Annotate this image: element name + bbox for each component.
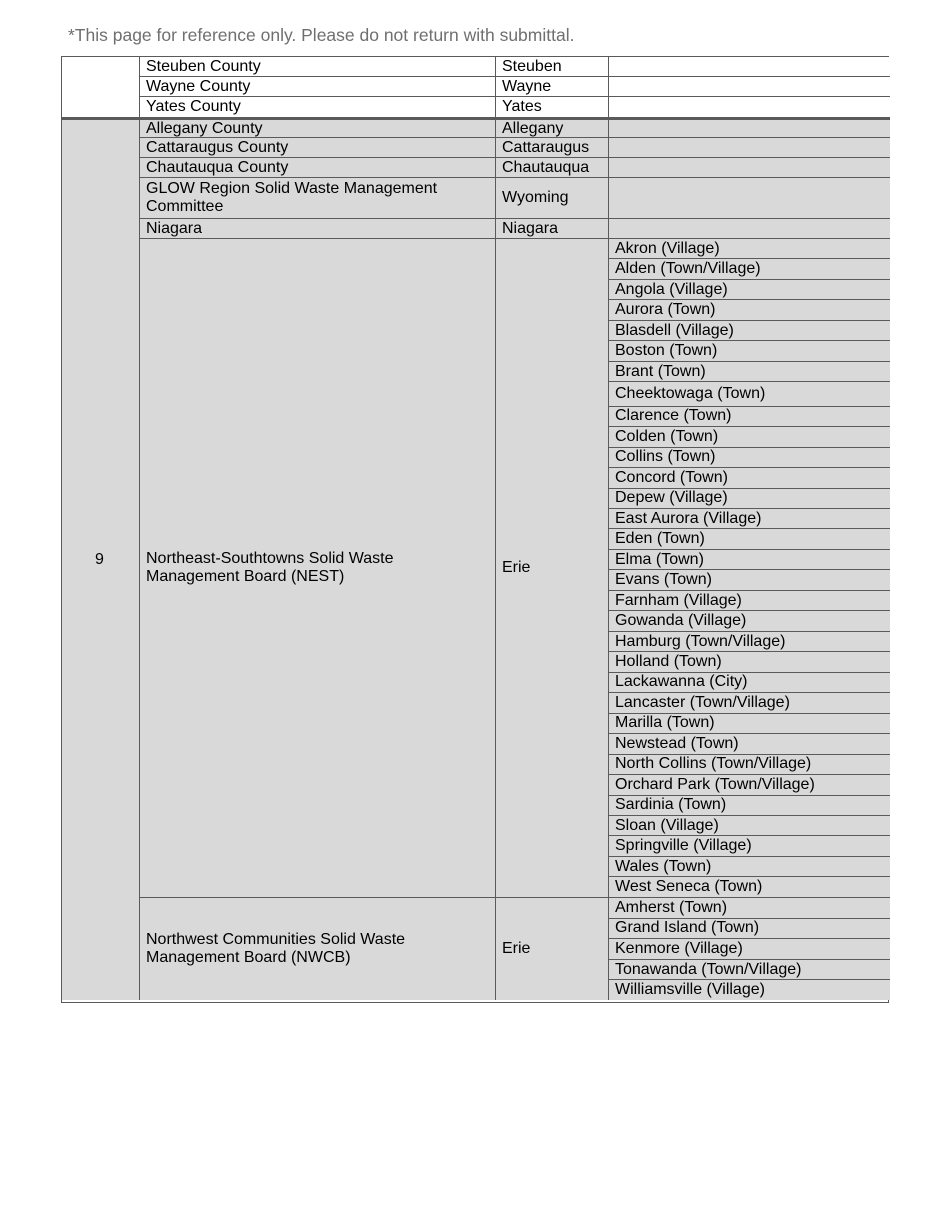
municipality-item: Lackawanna (City) [609, 673, 890, 693]
municipality-item: Eden (Town) [609, 529, 890, 549]
municipality-item: Holland (Town) [609, 652, 890, 672]
nwcb-member-list [609, 898, 890, 1000]
nest-member-list [609, 239, 890, 898]
municipality-item: Newstead (Town) [609, 734, 890, 754]
municipality-item: Aurora (Town) [609, 300, 890, 320]
municipality-item: Alden (Town/Village) [609, 259, 890, 279]
member-cell [609, 97, 890, 118]
municipality-item: Evans (Town) [609, 570, 890, 590]
member-cell [609, 77, 890, 97]
municipality-item: Williamsville (Village) [615, 981, 765, 999]
county-name: Chautauqua [496, 158, 609, 178]
municipality-item: Gowanda (Village) [609, 611, 890, 631]
municipality-item: Grand Island (Town) [609, 919, 890, 940]
county-name: Cattaraugus [496, 138, 609, 158]
member-cell [609, 178, 890, 219]
county-name: Erie [496, 239, 609, 898]
municipality-item: Concord (Town) [609, 468, 890, 488]
member-cell [609, 118, 890, 138]
municipality-item: Marilla (Town) [609, 714, 890, 734]
municipality-item: Blasdell (Village) [609, 321, 890, 341]
planning-unit-table [61, 56, 889, 1003]
municipality-item: Boston (Town) [609, 341, 890, 361]
planning-unit-name: GLOW Region Solid Waste Management Committee [140, 178, 496, 219]
municipality-item: Collins (Town) [609, 448, 890, 468]
member-cell [609, 158, 890, 178]
reference-note: *This page for reference only. Please do not return with submittal. [68, 25, 575, 45]
municipality-item: Clarence (Town) [609, 407, 890, 427]
municipality-item: Elma (Town) [609, 550, 890, 570]
region-number: 9 [62, 118, 140, 1000]
municipality-item: Springville (Village) [609, 836, 890, 856]
municipality-item: Kenmore (Village) [609, 939, 890, 960]
planning-unit-name: Cattaraugus County [140, 138, 496, 158]
county-name: Wyoming [496, 178, 609, 219]
municipality-item: Angola (Village) [609, 280, 890, 300]
municipality-item: Colden (Town) [609, 427, 890, 447]
municipality-item: North Collins (Town/Village) [609, 755, 890, 775]
municipality-item: Tonawanda (Town/Village) [609, 960, 890, 981]
municipality-item: Akron (Village) [609, 239, 890, 259]
region-number-cell [62, 57, 140, 118]
member-cell [609, 219, 890, 239]
municipality-item: Orchard Park (Town/Village) [609, 775, 890, 795]
municipality-item: Sardinia (Town) [609, 796, 890, 816]
municipality-item: East Aurora (Village) [609, 509, 890, 529]
municipality-item: West Seneca (Town) [615, 878, 763, 896]
municipality-item: Lancaster (Town/Village) [609, 693, 890, 713]
county-name: Niagara [496, 219, 609, 239]
municipality-item: Depew (Village) [609, 489, 890, 509]
planning-unit-name: Niagara [140, 219, 496, 239]
planning-unit-name: Northwest Communities Solid Waste Management Board (NWCB) [140, 898, 496, 1000]
member-cell [609, 57, 890, 77]
planning-unit-name: Wayne County [140, 77, 496, 97]
planning-unit-name: Yates County [140, 97, 496, 118]
municipality-item: Brant (Town) [609, 362, 890, 382]
planning-unit-name: Steuben County [140, 57, 496, 77]
municipality-item: Wales (Town) [609, 857, 890, 877]
county-name: Wayne [496, 77, 609, 97]
county-name: Allegany [496, 118, 609, 138]
county-name: Erie [496, 898, 609, 1000]
county-name: Steuben [496, 57, 609, 77]
municipality-item: Hamburg (Town/Village) [609, 632, 890, 652]
county-name: Yates [496, 97, 609, 118]
member-cell [609, 138, 890, 158]
municipality-item: Sloan (Village) [609, 816, 890, 836]
planning-unit-name: Allegany County [140, 118, 496, 138]
planning-unit-name: Northeast-Southtowns Solid Waste Management Board (NEST) [140, 239, 496, 898]
municipality-item: Amherst (Town) [609, 898, 890, 919]
municipality-item: Cheektowaga (Town) [609, 382, 890, 406]
planning-unit-name: Chautauqua County [140, 158, 496, 178]
municipality-item: Farnham (Village) [609, 591, 890, 611]
